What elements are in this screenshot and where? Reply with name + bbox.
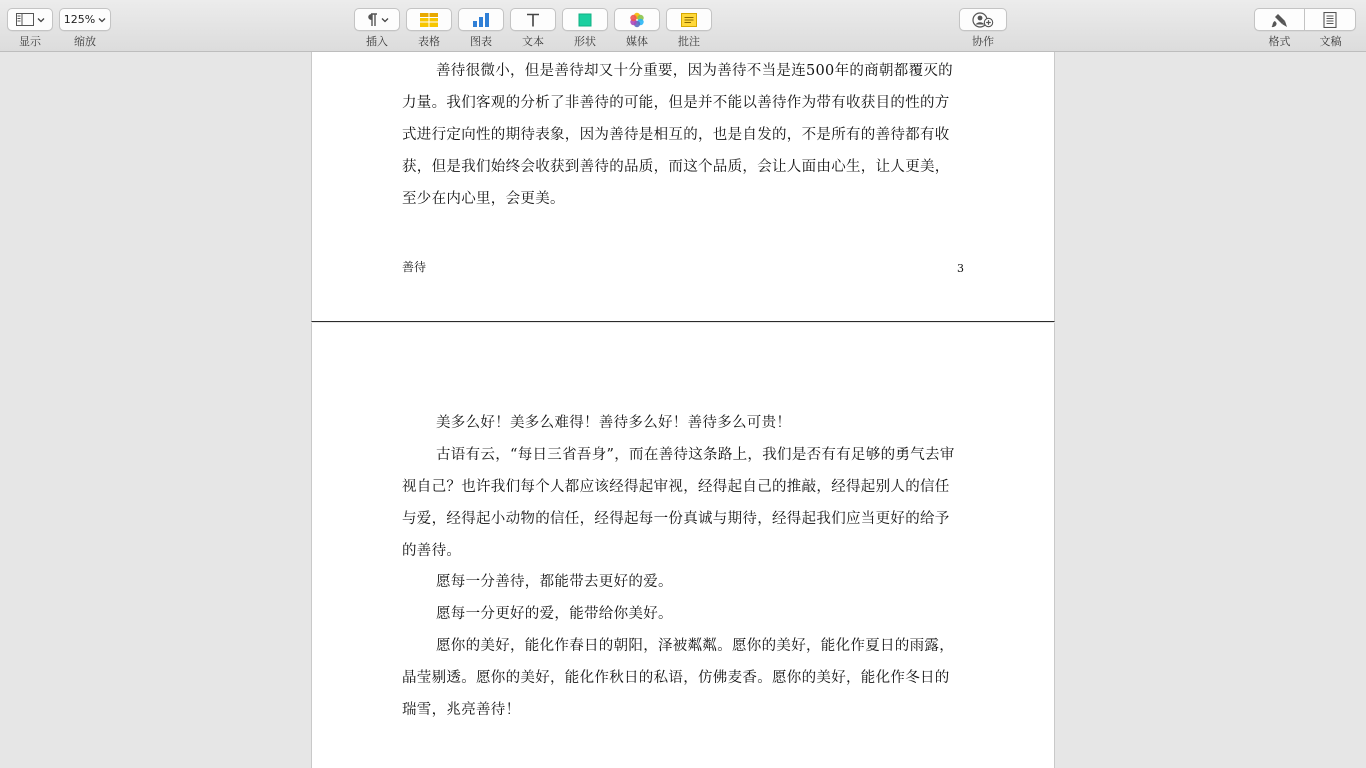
zoom-group xyxy=(59,8,111,48)
shape-button[interactable] xyxy=(562,8,608,31)
insert-label: 插入 xyxy=(366,35,388,48)
chevron-down-icon xyxy=(381,16,389,24)
view-group xyxy=(7,8,53,48)
bar-chart-icon xyxy=(472,13,490,27)
collaborate-button[interactable] xyxy=(959,8,1007,31)
table-button[interactable] xyxy=(406,8,452,31)
comment-button[interactable] xyxy=(666,8,712,31)
paragraph-icon xyxy=(366,13,378,27)
comment-group xyxy=(666,8,712,48)
chart-button[interactable] xyxy=(458,8,504,31)
zoom-label: 缩放 xyxy=(74,35,96,48)
chevron-down-icon xyxy=(98,16,106,24)
text-label: 文本 xyxy=(522,35,544,48)
inspector-segmented-control xyxy=(1254,8,1356,31)
shape-icon xyxy=(578,13,592,27)
zoom-button[interactable] xyxy=(59,8,111,31)
text-box-icon xyxy=(526,13,540,27)
media-label: 媒体 xyxy=(626,35,648,48)
insert-group xyxy=(354,8,400,48)
insert-button[interactable] xyxy=(354,8,400,31)
body-paragraph[interactable]: 古语有云，“每日三省吾身”，而在善待这条路上，我们是否有有足够的勇气去审视自己？也许我们每个人都应该经得起审视，经得起自己的推敲，经得起别人的信任与爱，经得起小动物的信任，经得起每一份真诚与期待，经得起我们应当更好的给予的善待。 xyxy=(402,447,955,559)
document-icon xyxy=(1323,12,1337,28)
sidebar-icon xyxy=(16,13,34,26)
page-number: 3 xyxy=(957,262,964,275)
chevron-down-icon xyxy=(37,16,45,24)
page-3[interactable] xyxy=(311,52,1055,322)
shape-label: 形状 xyxy=(574,35,596,48)
media-button[interactable] xyxy=(614,8,660,31)
body-paragraph[interactable]: 愿每一分善待，都能带去更好的爱。 xyxy=(436,574,673,590)
footer-title[interactable]: 善待 xyxy=(402,260,427,274)
chart-label: 图表 xyxy=(470,35,492,48)
zoom-value: 125% xyxy=(63,13,96,26)
text-group xyxy=(510,8,556,48)
inspector-group xyxy=(1254,8,1356,48)
format-label: 格式 xyxy=(1268,35,1291,48)
chart-group xyxy=(458,8,504,48)
document-button[interactable] xyxy=(1305,8,1356,31)
comment-label: 批注 xyxy=(678,35,700,48)
photos-icon xyxy=(629,12,645,28)
body-paragraph[interactable]: 愿你的美好，能化作春日的朝阳，泽被粼粼。愿你的美好，能化作夏日的雨露，晶莹剔透。愿你的美好，能化作秋日的私语，仿佛麦香。愿你的美好，能化作冬日的瑞雪，兆亮善待！ xyxy=(402,638,954,718)
document-label: 文稿 xyxy=(1319,35,1342,48)
body-paragraph[interactable]: 美多么好！美多么难得！善待多么好！善待多么可贵！ xyxy=(436,415,792,431)
media-group xyxy=(614,8,660,48)
table-label: 表格 xyxy=(418,35,440,48)
collaborate-group xyxy=(959,8,1007,48)
view-label: 显示 xyxy=(19,35,41,48)
body-paragraph[interactable]: 愿每一分更好的爱，能带给你美好。 xyxy=(436,606,673,622)
shape-group xyxy=(562,8,608,48)
collaborate-label: 协作 xyxy=(972,35,994,48)
table-group xyxy=(406,8,452,48)
body-paragraph[interactable]: 善待很微小，但是善待却又十分重要，因为善待不当是连500年的商朝都覆灭的力量。我们客观的分析了非善待的可能，但是并不能以善待作为带有收获目的性的方式进行定向性的期待表象，因为善待是相互的，也是自发的，不是所有的善待都有收获，但是我们始终会收获到善待的品质，而这个品质，会让人面由心生，让人更美，至少在内心里，会更美。 xyxy=(402,63,953,207)
add-person-icon xyxy=(972,12,994,28)
toolbar xyxy=(0,0,1366,52)
table-icon xyxy=(420,13,438,27)
view-button[interactable] xyxy=(7,8,53,31)
format-button[interactable] xyxy=(1254,8,1305,31)
document-canvas[interactable] xyxy=(0,52,1366,768)
text-button[interactable] xyxy=(510,8,556,31)
page-4[interactable] xyxy=(311,323,1055,768)
paintbrush-icon xyxy=(1271,12,1289,28)
comment-icon xyxy=(681,13,697,27)
